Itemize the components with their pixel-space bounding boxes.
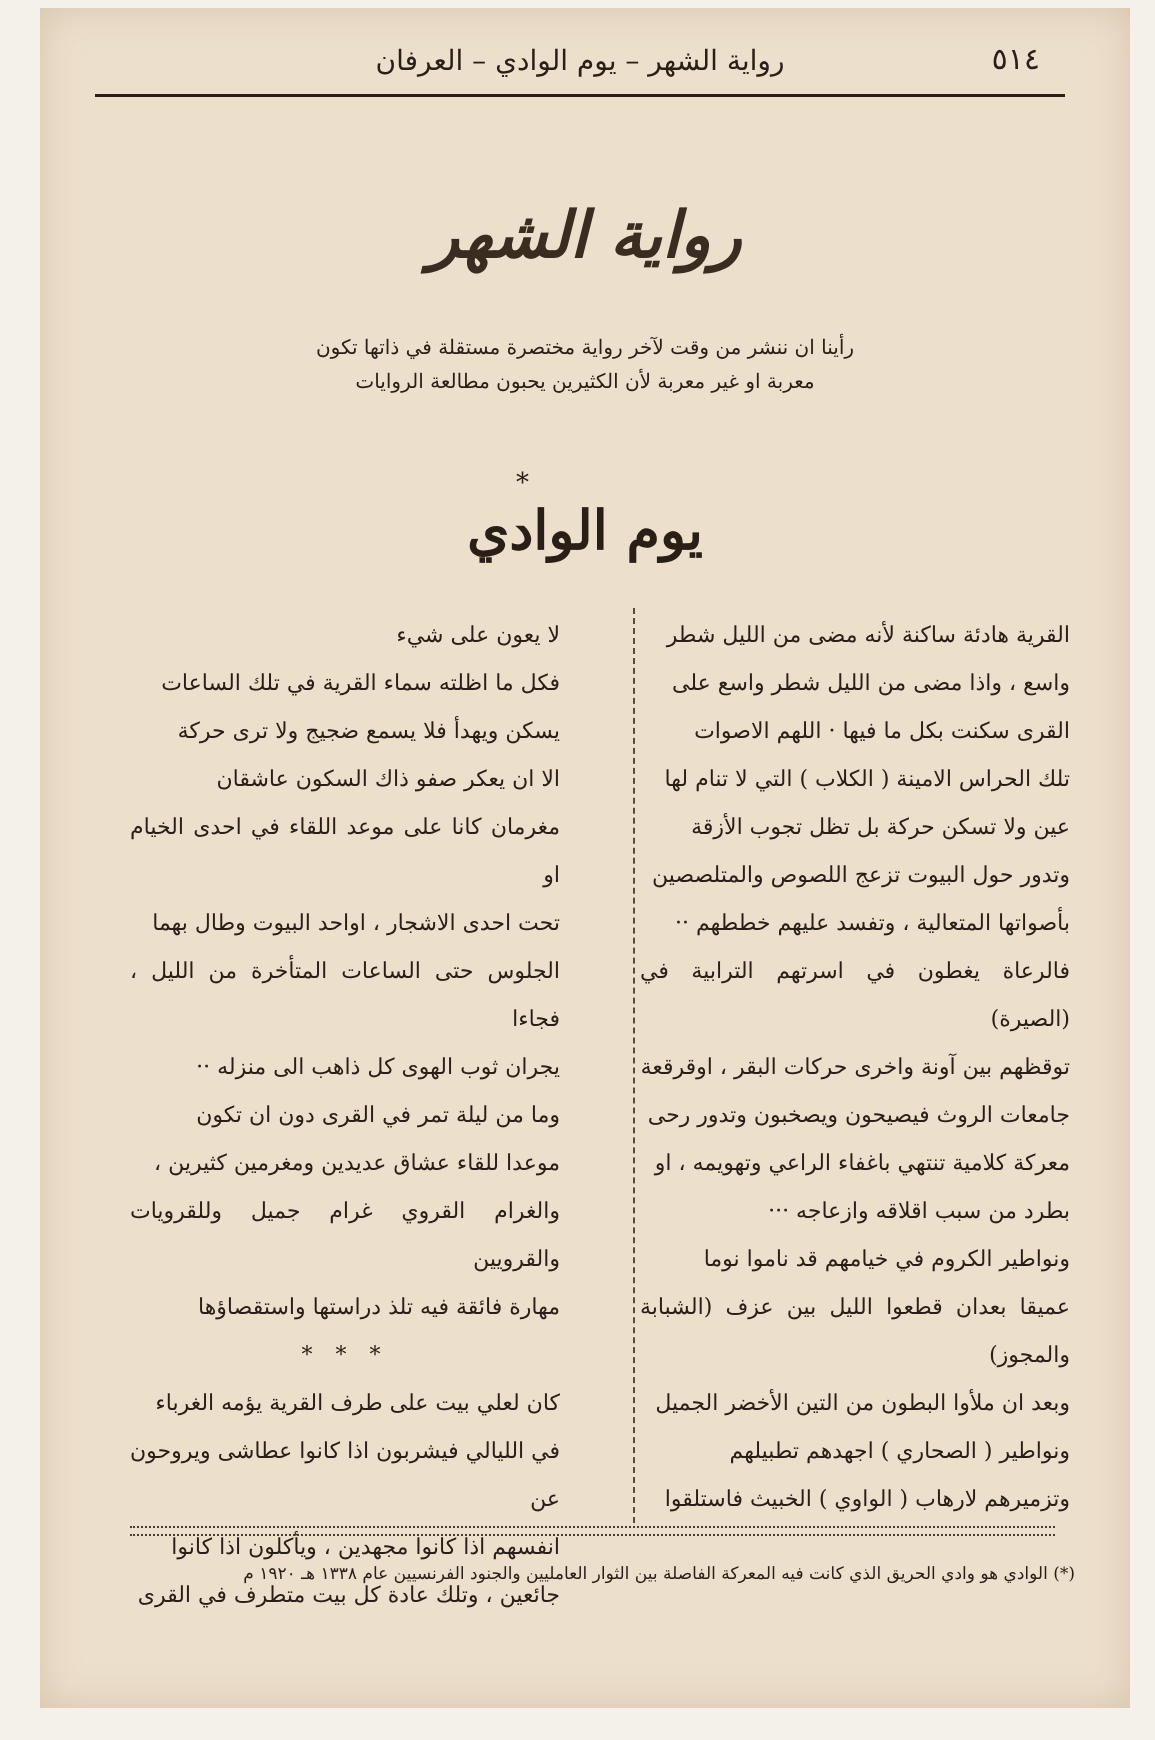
document-page [40, 8, 1130, 1708]
intro-paragraph [270, 330, 900, 398]
text-line: بأصواتها المتعالية ، وتفسد عليهم خططهم ·· [675, 911, 1070, 936]
text-line: معركة كلامية تنتهي باغفاء الراعي وتهويمه ، او [654, 1151, 1070, 1176]
text-line: جائعين ، وتلك عادة كل بيت متطرف في القرى [137, 1583, 560, 1608]
footnote-rule [130, 1526, 1055, 1536]
text-line: * * * [301, 1343, 389, 1368]
header-rule [95, 94, 1065, 97]
text-line: وبعد ان ملأوا البطون من التين الأخضر الجميل [655, 1391, 1070, 1416]
text-column-left [130, 612, 560, 1608]
intro-line: معربة او غير معربة لأن الكثيرين يحبون مطالعة الروايات [355, 369, 815, 393]
text-line: والغرام القروي غرام جميل وللقرويات والقرويين [130, 1199, 560, 1272]
text-line: انفسهم اذا كانوا مجهدين ، ويأكلون اذا كانوا [171, 1535, 560, 1560]
running-title: رواية الشهر – يوم الوادي – العرفان [375, 44, 785, 77]
text-line: ونواطير الكروم في خيامهم قد ناموا نوما [703, 1247, 1070, 1272]
running-header [95, 34, 1065, 94]
text-line: وما من ليلة تمر في القرى دون ان تكون [196, 1103, 560, 1128]
text-line: يسكن ويهدأ فلا يسمع ضجيج ولا ترى حركة [177, 719, 560, 744]
text-line: في الليالي فيشربون اذا كانوا عطاشى ويروحون عن [130, 1439, 560, 1512]
text-line: كان لعلي بيت على طرف القرية يؤمه الغرباء [155, 1391, 560, 1416]
story-title: يوم الوادي [467, 498, 703, 562]
text-line: الا ان يعكر صفو ذاك السكون عاشقان [216, 767, 560, 792]
text-line: الجلوس حتى الساعات المتأخرة من الليل ، فجاءا [130, 959, 560, 1032]
text-line: واسع ، واذا مضى من الليل شطر واسع على [672, 671, 1070, 696]
text-line: وتزميرهم لارهاب ( الواوي ) الخبيث فاستلقوا [664, 1487, 1070, 1512]
column-divider [633, 608, 635, 1523]
text-line: تلك الحراس الامينة ( الكلاب ) التي لا تنام لها [664, 767, 1070, 792]
intro-line: رأينا ان ننشر من وقت لآخر رواية مختصرة مستقلة في ذاتها تكون [315, 335, 855, 359]
text-line: القرى سكنت بكل ما فيها · اللهم الاصوات [694, 719, 1070, 744]
text-line: جامعات الروث فيصيحون ويصخبون وتدور رحى [647, 1103, 1070, 1128]
text-column-right [640, 612, 1070, 1512]
footnote-star-icon: * [516, 468, 529, 498]
text-line: وتدور حول البيوت تزعج اللصوص والمتلصصين [652, 863, 1070, 888]
text-line: فالرعاة يغطون في اسرتهم الترابية في (الصيرة) [640, 959, 1070, 1032]
text-line: عين ولا تسكن حركة بل تظل تجوب الأزقة [691, 815, 1070, 840]
text-line: القرية هادئة ساكنة لأنه مضى من الليل شطر [666, 623, 1070, 648]
text-line: يجران ثوب الهوى كل ذاهب الى منزله ·· [196, 1055, 560, 1080]
text-line: عميقا بعدان قطعوا الليل بين عزف (الشبابة والمجوز) [640, 1295, 1070, 1368]
text-line: ونواطير ( الصحاري ) اجهدهم تطبيلهم [729, 1439, 1070, 1464]
text-line: فكل ما اظلته سماء القرية في تلك الساعات [161, 671, 560, 696]
text-line: بطرد من سبب اقلاقه وازعاجه ··· [768, 1199, 1070, 1224]
text-line: تحت احدى الاشجار ، اواحد البيوت وطال بهما [152, 911, 560, 936]
page-number: ٥١٤ [991, 42, 1040, 77]
text-line: مغرمان كانا على موعد اللقاء في احدى الخيام او [130, 815, 560, 888]
text-line: موعدا للقاء عشاق عديدين ومغرمين كثيرين ، [154, 1151, 560, 1176]
text-line: توقظهم بين آونة واخرى حركات البقر ، اوقرقعة [640, 1055, 1070, 1080]
text-line: لا يعون على شيء [396, 623, 560, 648]
text-line: مهارة فائقة فيه تلذ دراستها واستقصاؤها [197, 1295, 560, 1320]
footnote: (*) الوادي هو وادي الحريق الذي كانت فيه المعركة الفاصلة بين الثوار العامليين والجنود الفرنسيين عام ١٣٣٨ هـ ١٩٢٠ م [243, 1564, 1075, 1584]
section-title: رواية الشهر [428, 198, 742, 273]
